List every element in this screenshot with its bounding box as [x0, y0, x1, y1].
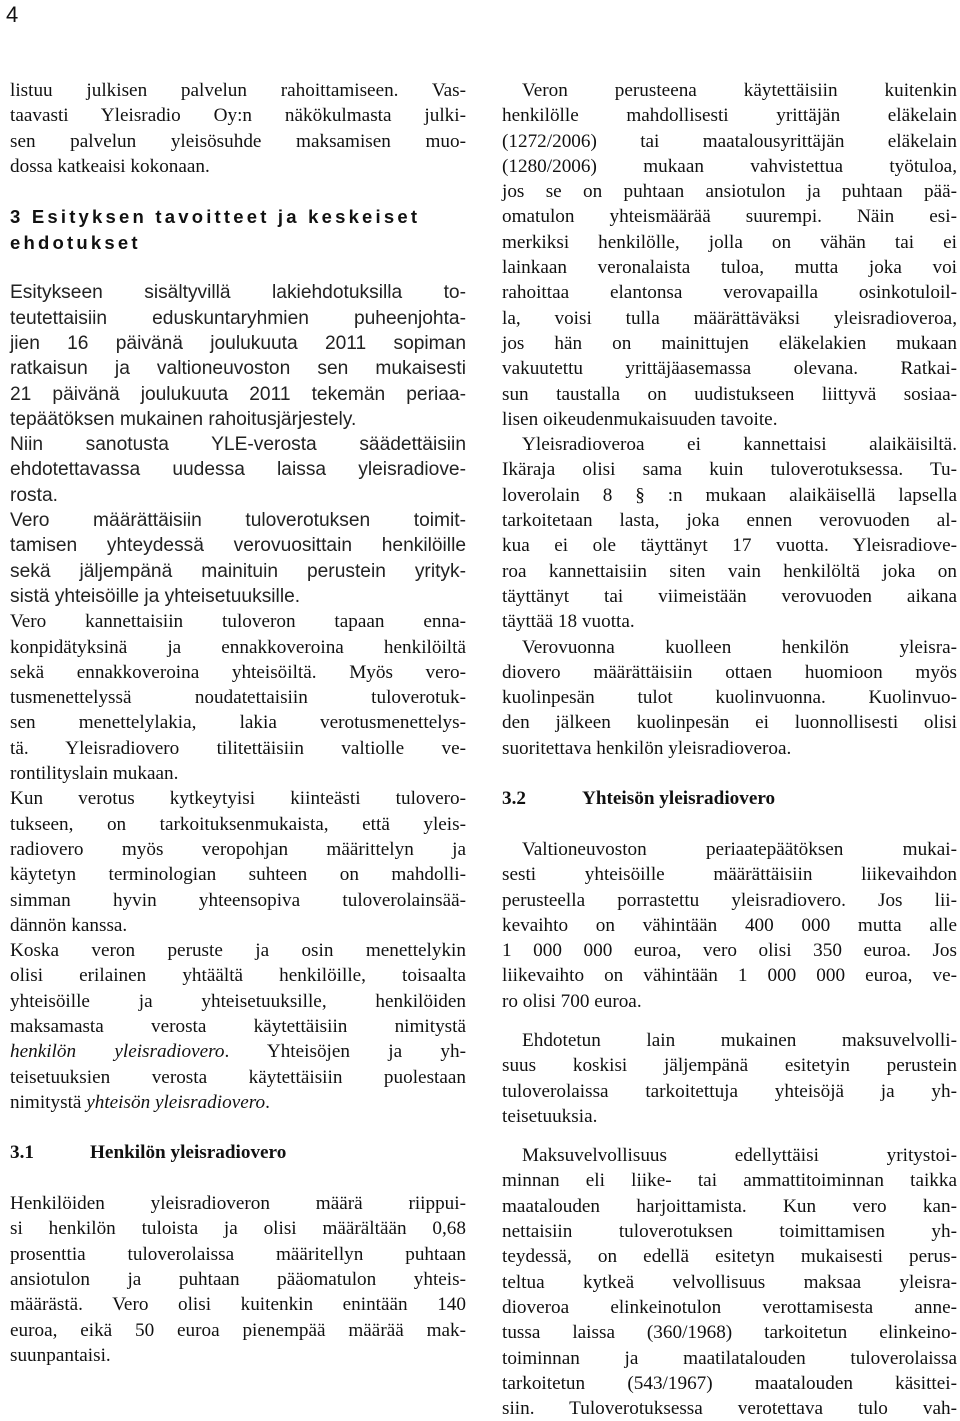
- paragraph-kun: [10, 786, 466, 938]
- koska-end: .: [265, 1091, 270, 1113]
- text-line: (1272/2006) tai maatalousyrittäjän eläkelain: [502, 130, 957, 152]
- text-line: sekä jäljempänä mainituin perustein yrityk-: [10, 560, 466, 582]
- text-line: Niin sanotusta YLE-verosta säädettäisiin: [10, 434, 466, 456]
- text-line: tamisen yhteydessä verovuosittain henkilöille: [10, 535, 466, 557]
- text-line: tukseen, on tarkoituksenmukaista, että yleis-: [10, 813, 466, 835]
- heading-title: Henkilön yleisradiovero: [90, 1142, 287, 1164]
- text-line: liikevaihto on vähintään 1 000 000 euroa, ve-: [502, 965, 957, 987]
- text-line: kuolinpesän tulot kuolinvuonna. Kuolinvuo-: [502, 687, 957, 709]
- koska-line-7: [10, 1090, 466, 1115]
- text-line: täyttää 18 vuotta.: [502, 611, 635, 633]
- text-line: perusteella porrastettu yleisradiovero. Jos lii-: [502, 889, 957, 911]
- text-line: Esitykseen sisältyvillä lakiehdotuksilla to-: [10, 282, 466, 304]
- text-line: omatulon yhteismäärää suurempi. Näin esi-: [502, 206, 957, 228]
- text-line: tarkoitetun (543/1967) maatalouden käsittei-: [502, 1372, 957, 1394]
- text-line: maatalouden harjoittamista. Kun vero kan-: [502, 1195, 957, 1217]
- text-line: si henkilön tuloista ja olisi määrältään 0,68: [10, 1218, 466, 1240]
- text-line: siin. Tuloverotuksessa verotettava tulo vah-: [502, 1398, 957, 1420]
- text-line: teutettaisiin eduskuntaryhmien puheenjohta-: [10, 307, 466, 329]
- text-line: rontilityslain mukaan.: [10, 763, 179, 785]
- text-line: ratkaisun ja valtioneuvoston sen mukaisesti: [10, 358, 466, 380]
- text-line: Verovuonna kuolleen henkilön yleisra-: [522, 636, 957, 658]
- text-line: sun taustalla on uudistukseen liittyvä sosiaa-: [502, 383, 957, 405]
- text-line: Henkilöiden yleisradioveron määrä riippui-: [10, 1193, 466, 1215]
- paragraph-alaikaiset: [502, 432, 957, 634]
- text-line: teltua kytkeä velvollisuus maksaa yleisra-: [502, 1271, 957, 1293]
- spacer: [502, 1129, 957, 1143]
- heading-number: 3.1: [10, 1142, 34, 1164]
- text-line: lisen oikeudenmukaisuuden tavoite.: [502, 408, 778, 430]
- text-line: Koska veron peruste ja osin menettelykin: [10, 940, 466, 962]
- text-line: maksamasta verosta käytettäisiin nimitystä: [10, 1015, 466, 1037]
- text-line: lainkaan veronalaista tuloa, mutta joka voi: [502, 257, 957, 279]
- text-line: Vero määrättäisiin tuloverotuksen toimit-: [10, 510, 466, 532]
- text-line: roa kannettaisiin siten vain henkilöltä joka on: [502, 560, 957, 582]
- right-column: [502, 78, 957, 1421]
- text-line: 1 000 000 euroa, vero olisi 350 euroa. Jos: [502, 940, 957, 962]
- text-line: diovero määrättäisiin ottaen huomioon myös: [502, 661, 957, 683]
- text-line: teydessä, on edellä esitetyn mukaisesti perus-: [502, 1246, 957, 1268]
- text-line: jien 16 päivänä joulukuuta 2011 sopiman: [10, 332, 466, 354]
- text-line: teisetuuksia.: [502, 1105, 598, 1127]
- text-line: jos hän on mainittujen eläkelakien mukaan: [502, 332, 957, 354]
- text-line: vakuutettu yrittäjäasemassa olevana. Ratkai-: [502, 358, 957, 380]
- text-line: sen palvelun yleisösuhde maksamisen muo-: [10, 130, 466, 152]
- text-line: dännön kanssa.: [10, 914, 128, 936]
- text-line: toiminnan ja maatilatalouden tuloverolaissa: [502, 1347, 957, 1369]
- term-henkilon: henkilön yleisradiovero: [10, 1041, 225, 1063]
- koska-pre: nimitystä: [10, 1091, 87, 1113]
- text-line: den jälkeen kuolinpesän ei luonnollisesti olisi: [502, 712, 957, 734]
- paragraph-ehdotettu: [502, 1028, 957, 1129]
- text-line: (1280/2006) mukaan vahvistettua työtuloa,: [502, 155, 957, 177]
- text-line: rahoittaa elantonsa verovapailla osinkotuloil-: [502, 282, 957, 304]
- text-line: ehdotettavassa uudessa laissa yleisradiove-: [10, 459, 466, 481]
- spacer: [502, 812, 957, 837]
- text-line: minnan eli liike- tai ammattitoiminnan taikka: [502, 1170, 957, 1192]
- text-line: sekä ennakkoveroina yhteisöiltä. Myös vero-: [10, 661, 466, 683]
- paragraph-peruste: [502, 78, 957, 432]
- text-line: Veron perusteena käytettäisiin kuitenkin: [522, 80, 957, 101]
- text-line: Kun verotus kytkeytyisi kiinteästi tulovero-: [10, 788, 466, 810]
- text-line: suoritettava henkilön yleisradioveroa.: [502, 737, 792, 759]
- paragraph-vero-2: [10, 609, 466, 786]
- text-line: suus koskisi jäljempänä esitetyin perustein: [502, 1055, 957, 1077]
- section-heading-3-cont: ehdotukset: [10, 231, 141, 253]
- text-line: ro olisi 700 euroa.: [502, 990, 642, 1012]
- text-line: sistä yhteisöille ja yhteisetuuksille.: [10, 585, 301, 607]
- text-line: taavasti Yleisradio Oy:n näkökulmasta julki-: [10, 105, 466, 127]
- text-line: nettaisiin tuloverotuksen toimittamisen yh-: [502, 1221, 957, 1243]
- paragraph-koska: [10, 938, 466, 1115]
- text-line: olisi erilainen yhtäältä henkilöille, toisaalta: [10, 965, 466, 987]
- paragraph-kuollut: [502, 635, 957, 761]
- paragraph-valtioneuvosto: [502, 837, 957, 1014]
- text-line: Ehdotetun lain mukainen maksuvelvolli-: [522, 1029, 957, 1051]
- text-line: Vero kannettaisiin tuloveron tapaan enna-: [10, 611, 466, 633]
- text-line: merkiksi henkilölle, jolla on vähän tai ei: [502, 231, 957, 253]
- text-line: Maksuvelvollisuus edellyttäisi yritystoi-: [522, 1145, 957, 1167]
- text-line: tä. Yleisradiovero tilitettäisiin valtiolle ve-: [10, 737, 466, 759]
- text-line: la, voisi tulla määrättäväksi yleisradioveroa,: [502, 307, 957, 329]
- section-heading-3: 3 Esityksen tavoitteet ja keskeiset: [10, 206, 421, 228]
- text-line: käytetyn terminologian suhteen on mahdolli-: [10, 864, 466, 886]
- text-line: tarkoitetaan lasta, joka ennen verovuoden al-: [502, 510, 957, 532]
- left-column: [10, 78, 466, 1368]
- spacer: [10, 255, 466, 280]
- text-line: simman hyvin yhteensopiva tuloverolainsää-: [10, 889, 466, 911]
- text-line: dioveroa elinkeinotulon verottamisesta anne-: [502, 1296, 957, 1318]
- paragraph-koska-lines: [10, 938, 466, 1039]
- spacer: [502, 761, 957, 786]
- text-line: henkilölle mahdollisesti yrittäjän eläkelain: [502, 105, 957, 127]
- koska-mid: . Yhteisöjen ja yh-: [224, 1041, 466, 1063]
- spacer: [502, 1014, 957, 1028]
- page-number: 4: [6, 2, 19, 27]
- heading-title: Yhteisön yleisradiovero: [582, 788, 776, 810]
- text-line: listuu julkisen palvelun rahoittamiseen. Vas-: [10, 80, 466, 101]
- paragraph-intro: [10, 78, 466, 179]
- text-line: täyttänyt tai viimeistään verovuoden aikana: [502, 585, 957, 607]
- spacer: [10, 179, 466, 204]
- text-line: 21 päivänä joulukuuta 2011 tekemän periaa-: [10, 383, 466, 405]
- text-line: sen menettelylakia, lakia verotusmenettelys-: [10, 712, 466, 734]
- text-line: jos se on puhtaan ansiotulon ja puhtaan pää-: [502, 181, 957, 203]
- text-line: dossa katkeaisi kokonaan.: [10, 155, 210, 177]
- koska-line-5: [10, 1039, 466, 1064]
- text-line: ansiotulon ja puhtaan pääomatulon yhteis-: [10, 1268, 466, 1290]
- text-line: prosenttia tuloverolaissa määritellyn puhtaan: [10, 1243, 466, 1265]
- heading-number: 3.2: [502, 788, 526, 810]
- paragraph-maksuvelvollisuus: [502, 1143, 957, 1421]
- koska-line-6: teisetuuksien verosta käytettäisiin puolestaan: [10, 1066, 466, 1088]
- text-line: Valtioneuvoston periaatepäätöksen mukai-: [522, 838, 957, 860]
- text-line: radiovero myös veropohjan määrittelyn ja: [10, 838, 466, 860]
- text-line: suunpantaisi.: [10, 1344, 111, 1366]
- subsection-heading-3-2: [502, 786, 957, 811]
- spacer: [10, 1166, 466, 1191]
- text-line: euroa, eikä 50 euroa pienempää määrää mak-: [10, 1319, 466, 1341]
- text-line: sesti yhteisöille määrättäisiin liikevaihdon: [502, 864, 957, 886]
- paragraph-niin: [10, 432, 466, 508]
- paragraph-goals: [10, 280, 466, 432]
- text-line: määrästä. Vero olisi kuitenkin enintään 140: [10, 1294, 466, 1316]
- spacer: [10, 1115, 466, 1140]
- text-line: yhteisöille ja yhteisetuuksille, henkilöiden: [10, 990, 466, 1012]
- text-line: Yleisradioveroa ei kannettaisi alaikäisiltä.: [522, 434, 957, 456]
- paragraph-vero-1: [10, 508, 466, 609]
- text-line: Ikäraja olisi sama kuin tuloverotuksessa. Tu-: [502, 459, 957, 481]
- text-line: tusmenettelyssä noudatettaisiin tuloverotuk-: [10, 687, 466, 709]
- text-line: rosta.: [10, 484, 58, 506]
- paragraph-henkiloiden: [10, 1191, 466, 1368]
- text-line: tepäätöksen mukainen rahoitusjärjestely.: [10, 408, 357, 430]
- text-line: tuloverolaissa tarkoitettuja yhteisöjä ja yh-: [502, 1080, 957, 1102]
- text-line: kevaihto on vähintään 400 000 mutta alle: [502, 914, 957, 936]
- text-line: konpidätyksinä ja ennakkoveroina henkilöiltä: [10, 636, 466, 658]
- text-line: kua ei ole täyttänyt 17 vuotta. Yleisradiove-: [502, 535, 957, 557]
- term-yhteison: yhteisön yleisradiovero: [86, 1091, 266, 1113]
- subsection-heading-3-1: [10, 1140, 466, 1165]
- text-line: tussa laissa (360/1968) tarkoitetun elinkeino-: [502, 1322, 957, 1344]
- text-line: loverolain 8 § :n mukaan alaikäisellä lapsella: [502, 484, 957, 506]
